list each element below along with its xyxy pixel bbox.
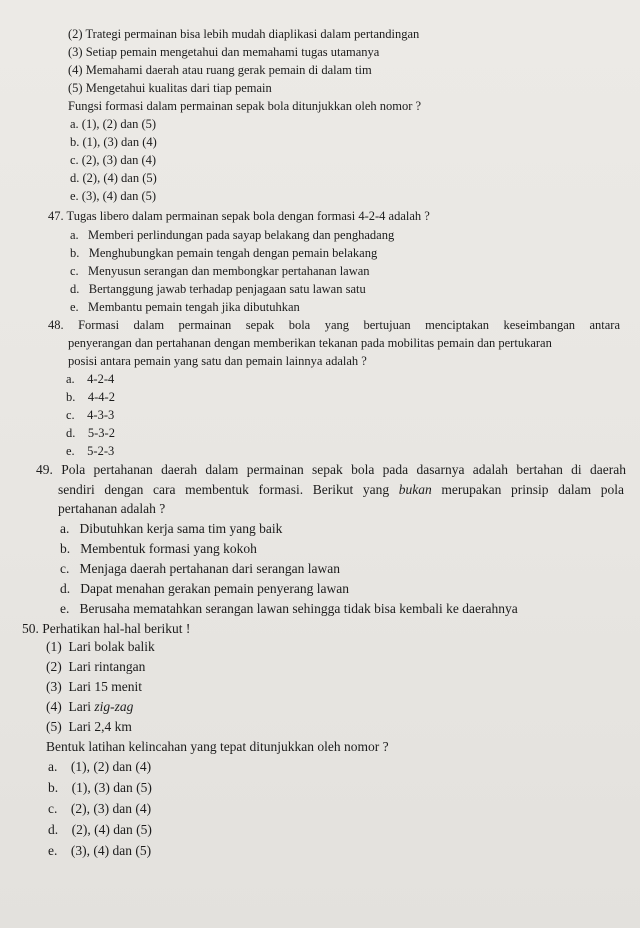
q50-option-b: b. (1), (3) dan (5)	[48, 780, 152, 795]
q46-statement-4: (4) Memahami daerah atau ruang gerak pemain di dalam tim	[68, 63, 372, 77]
q50-option-c: c. (2), (3) dan (4)	[48, 801, 152, 816]
q49-emphasis: bukan	[398, 482, 432, 497]
q49-option-c: c. Menjaga daerah pertahanan dari serangan lawan	[60, 561, 340, 576]
q48-option-a: a. 4-2-4	[66, 372, 115, 386]
q48-question-line-2: penyerangan dan pertahanan dengan memberikan tekanan pada mobilitas pemain dan pertukaran	[68, 336, 552, 350]
q50-option-a: a. (1), (2) dan (4)	[48, 759, 152, 774]
q48-option-d: d. 5-3-2	[66, 426, 115, 440]
q46-statement-2: (2) Trategi permainan bisa lebih mudah diaplikasi dalam pertandingan	[68, 27, 420, 41]
q47-option-e: e. Membantu pemain tengah jika dibutuhkan	[70, 300, 300, 314]
q50-item-1: (1) Lari bolak balik	[46, 639, 155, 654]
q46-statement-3: (3) Setiap pemain mengetahui dan memahami tugas utamanya	[68, 45, 380, 59]
q46-option-a: a. (1), (2) dan (5)	[70, 117, 157, 131]
q49-question-line-2: sendiri dengan cara membentuk formasi. Berikut yang bukan merupakan prinsip dalam pola	[58, 482, 624, 497]
q47-option-b: b. Menghubungkan pemain tengah dengan pemain belakang	[70, 246, 378, 260]
q46-option-b: b. (1), (3) dan (4)	[70, 135, 157, 149]
q47-option-d: d. Bertanggung jawab terhadap penjagaan satu lawan satu	[70, 282, 366, 296]
q48-option-b: b. 4-4-2	[66, 390, 115, 404]
q47-question: 47. Tugas libero dalam permainan sepak bola dengan formasi 4-2-4 adalah ?	[48, 209, 430, 223]
q50-item-3: (3) Lari 15 menit	[46, 679, 142, 694]
q48-question-line-3: posisi antara pemain yang satu dan pemain lainnya adalah ?	[68, 354, 367, 368]
q46-question: Fungsi formasi dalam permainan sepak bola ditunjukkan oleh nomor ?	[68, 99, 422, 113]
q48-option-c: c. 4-3-3	[66, 408, 115, 422]
q48-option-e: e. 5-2-3	[66, 444, 115, 458]
q48-question-line-1: 48. Formasi dalam permainan sepak bola yang bertujuan menciptakan keseimbangan antara	[48, 318, 620, 332]
q49-question-line-1: 49. Pola pertahanan daerah dalam permainan sepak bola pada dasarnya adalah bertahan di daerah	[36, 462, 626, 477]
q46-option-d: d. (2), (4) dan (5)	[70, 171, 157, 185]
q46-option-c: c. (2), (3) dan (4)	[70, 153, 157, 167]
q49-option-e: e. Berusaha mematahkan serangan lawan sehingga tidak bisa kembali ke daerahnya	[60, 601, 518, 616]
q50-option-e: e. (3), (4) dan (5)	[48, 843, 152, 858]
q47-option-c: c. Menyusun serangan dan membongkar pertahanan lawan	[70, 264, 370, 278]
q50-item-2: (2) Lari rintangan	[46, 659, 146, 674]
q46-statement-5: (5) Mengetahui kualitas dari tiap pemain	[68, 81, 272, 95]
q50-question: 50. Perhatikan hal-hal berikut !	[22, 621, 191, 636]
q49-option-b: b. Membentuk formasi yang kokoh	[60, 541, 257, 556]
q50-prompt: Bentuk latihan kelincahan yang tepat ditunjukkan oleh nomor ?	[46, 739, 389, 754]
q49-option-d: d. Dapat menahan gerakan pemain penyerang lawan	[60, 581, 349, 596]
q50-item-5: (5) Lari 2,4 km	[46, 719, 132, 734]
q49-option-a: a. Dibutuhkan kerja sama tim yang baik	[60, 521, 283, 536]
q49-question-line-3: pertahanan adalah ?	[58, 501, 166, 516]
q47-option-a: a. Memberi perlindungan pada sayap belakang dan penghadang	[70, 228, 395, 242]
q46-option-e: e. (3), (4) dan (5)	[70, 189, 157, 203]
q50-option-d: d. (2), (4) dan (5)	[48, 822, 152, 837]
q50-item-4: (4) Lari zig-zag	[46, 699, 134, 714]
